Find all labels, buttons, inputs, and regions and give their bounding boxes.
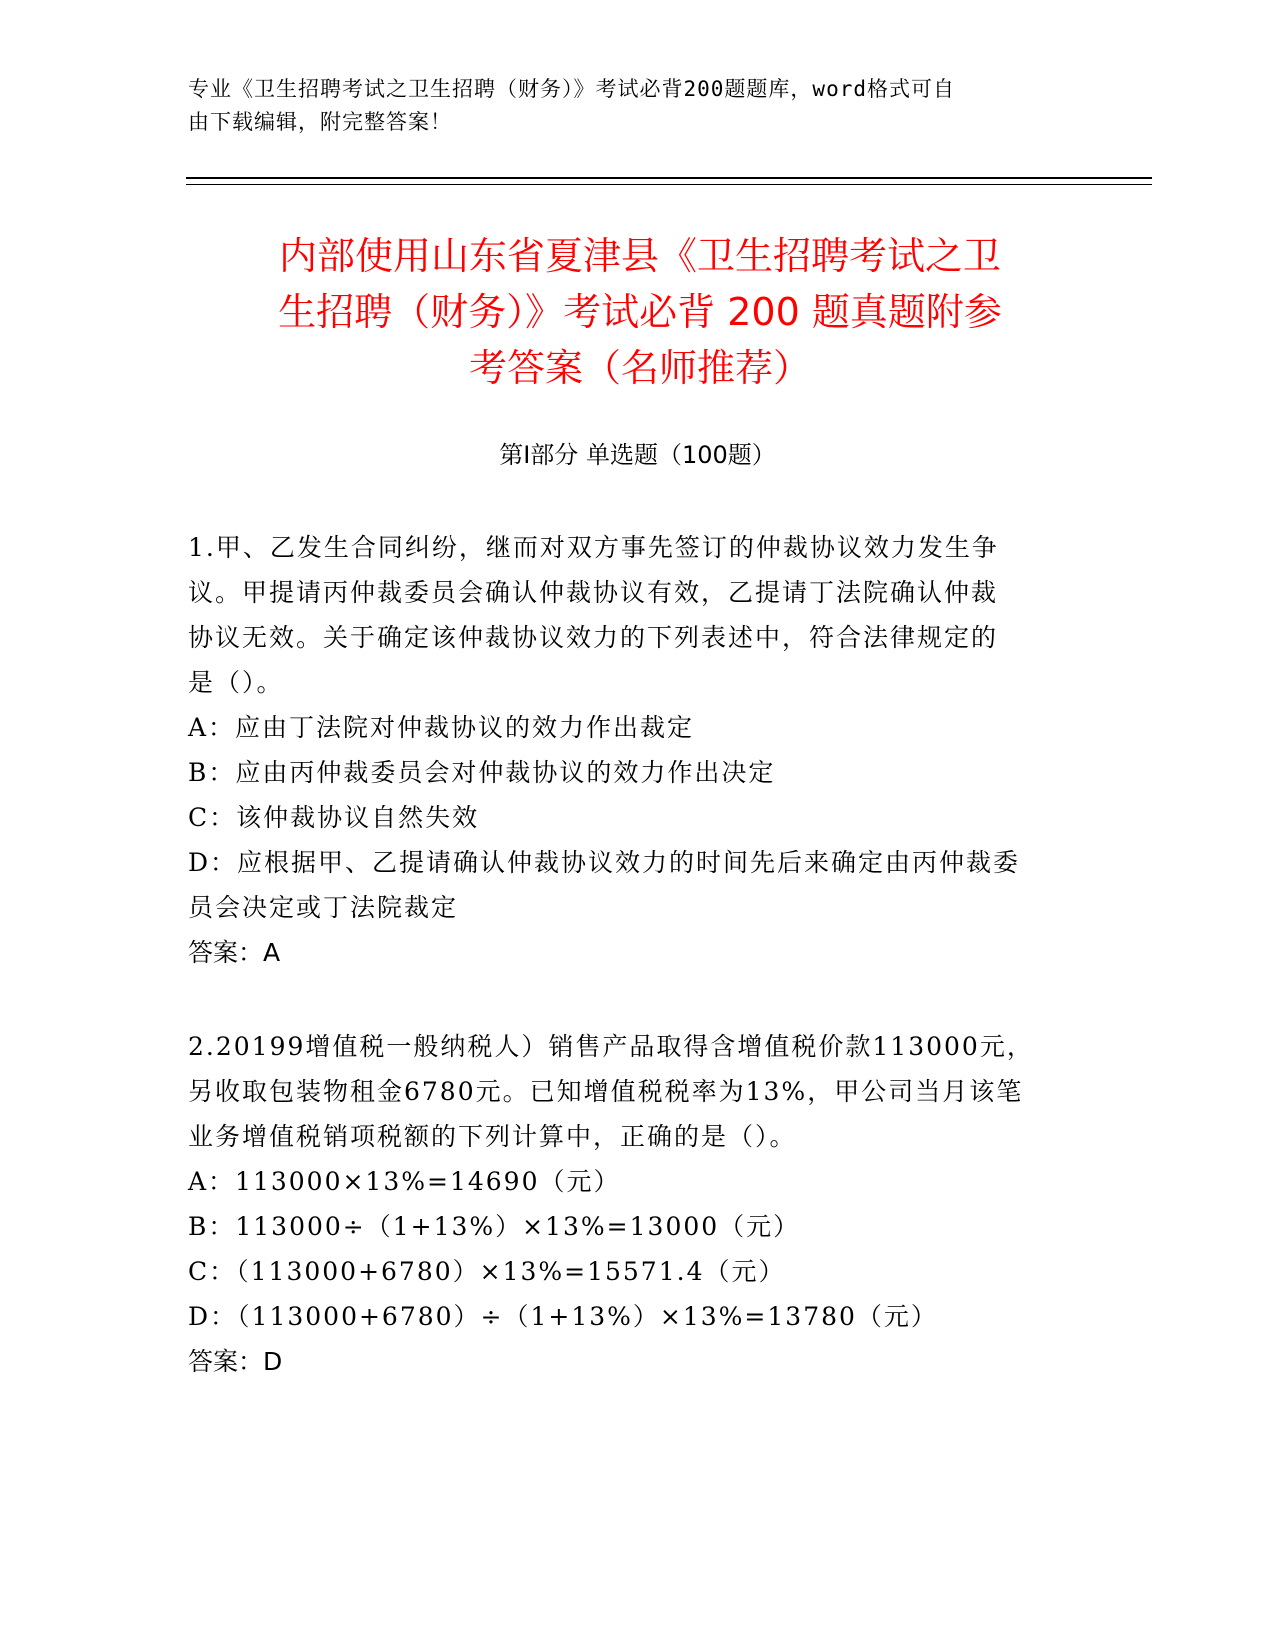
option-a: A：应由丁法院对仲裁协议的效力作出裁定: [188, 713, 695, 742]
option-a: A：113000×13%=14690（元）: [188, 1167, 621, 1196]
title-line: 内部使用山东省夏津县《卫生招聘考试之卫: [278, 234, 1001, 278]
answer: 答案：D: [188, 1347, 283, 1376]
option-c: C：（113000+6780）×13%=15571.4（元）: [188, 1257, 786, 1286]
option-d: D：应根据甲、乙提请确认仲裁协议效力的时间先后来确定由丙仲裁委: [188, 848, 1021, 877]
option-b: B：应由丙仲裁委员会对仲裁协议的效力作出决定: [188, 758, 776, 787]
header-divider-thick: [186, 177, 1152, 179]
question-stem-line: 业务增值税销项税额的下列计算中，正确的是（）。: [188, 1122, 797, 1151]
question-1: [188, 525, 1068, 975]
option-d: D：（113000+6780）÷（1+13%）×13%=13780（元）: [188, 1302, 938, 1331]
option-c: C：该仲裁协议自然失效: [188, 803, 480, 832]
section-heading: 第Ⅰ部分 单选题（100题）: [499, 441, 776, 469]
header-divider-thin: [186, 184, 1152, 185]
document-title: [180, 228, 1100, 396]
question-stem-line: 1.甲、乙发生合同纠纷，继而对双方事先签订的仲裁协议效力发生争: [188, 533, 999, 562]
question-stem-line: 议。甲提请丙仲裁委员会确认仲裁协议有效，乙提请丁法院确认仲裁: [188, 578, 999, 607]
question-stem-line: 协议无效。关于确定该仲裁协议效力的下列表述中，符合法律规定的: [188, 623, 999, 652]
title-line: 生招聘（财务）》考试必背 200 题真题附参: [278, 290, 1002, 334]
question-2: [188, 1024, 1068, 1384]
question-stem-line: 是（）。: [188, 668, 284, 697]
header-note-line: 由下载编辑，附完整答案！: [188, 110, 452, 134]
option-b: B：113000÷（1+13%）×13%=13000（元）: [188, 1212, 801, 1241]
question-stem-line: 2.20199增值税一般纳税人）销售产品取得含增值税价款113000元，: [188, 1032, 1034, 1061]
question-stem-line: 另收取包装物租金6780元。已知增值税税率为13%，甲公司当月该笔: [188, 1077, 1024, 1106]
header-note-line: 专业《卫生招聘考试之卫生招聘（财务）》考试必背200题题库，word格式可自: [188, 77, 955, 101]
option-d-continued: 员会决定或丁法院裁定: [188, 893, 459, 922]
header-note: [188, 73, 1068, 139]
answer: 答案：A: [188, 938, 281, 967]
title-line: 考答案（名师推荐）: [468, 346, 811, 390]
